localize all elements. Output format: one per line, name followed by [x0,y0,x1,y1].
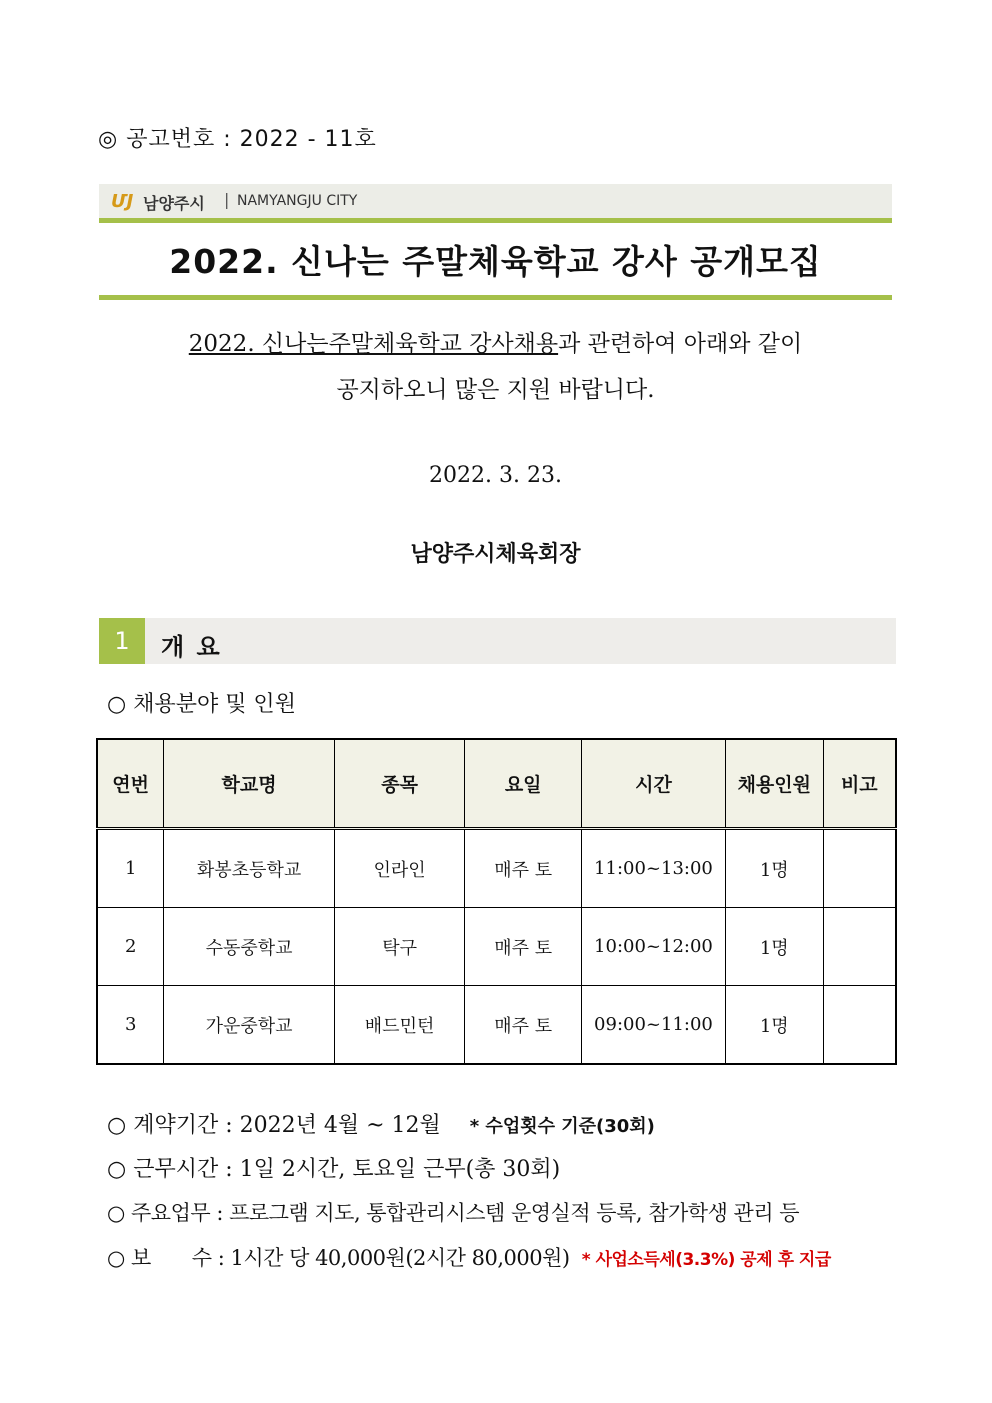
cell-school: 화봉초등학교 [164,829,334,908]
intro-line-1 [99,325,892,358]
contract-period-item [107,1108,655,1139]
cell-remarks [823,908,896,986]
cell-day: 매주 토 [465,908,582,986]
issuing-organization: 남양주시체육회장 [410,542,581,567]
intro-rest: 과 관련하여 아래와 같이 [558,331,803,357]
intro-line-2: 공지하오니 많은 지원 바랍니다. [336,377,655,403]
notice-date: 2022. 3. 23. [429,463,562,488]
cell-remarks [823,986,896,1065]
table-row [97,908,896,986]
city-logo-icon: ՄJ [111,191,134,212]
title-bottom-divider [99,295,892,300]
notice-number: ◎ 공고번호 : 2022 - 11호 [98,127,377,152]
pay-item [107,1242,831,1272]
cell-time: 11:00~13:00 [582,829,726,908]
contract-period-text: ○ 계약기간 : 2022년 4월 ~ 12월 [107,1113,441,1138]
cell-headcount: 1명 [725,829,823,908]
city-name-korean: 남양주시 [143,194,205,213]
cell-sport: 인라인 [334,829,465,908]
table-row [97,986,896,1065]
cell-time: 10:00~12:00 [582,908,726,986]
cell-no: 3 [97,986,164,1065]
section-header [99,618,896,664]
logo-separator: | [224,190,230,209]
cell-headcount: 1명 [725,986,823,1065]
cell-no: 2 [97,908,164,986]
cell-no: 1 [97,829,164,908]
section-title: 개 요 [161,633,222,661]
cell-day: 매주 토 [465,986,582,1065]
section-number: 1 [99,618,145,664]
city-name-english: NAMYANGJU CITY [237,193,358,209]
header-school: 학교명 [164,739,334,829]
cell-remarks [823,829,896,908]
recruitment-subheading: ○ 채용분야 및 인원 [107,692,296,717]
cell-school: 수동중학교 [164,908,334,986]
header-remarks: 비고 [823,739,896,829]
cell-sport: 탁구 [334,908,465,986]
header-time: 시간 [582,739,726,829]
recruitment-table [96,738,897,1065]
table-row [97,829,896,908]
title-top-divider [99,218,892,223]
document-title: 2022. 신나는 주말체육학교 강사 공개모집 [169,242,822,281]
cell-time: 09:00~11:00 [582,986,726,1065]
main-duties-item: ○ 주요업무 : 프로그램 지도, 통합관리시스템 운영실적 등록, 참가학생 관리 등 [107,1201,800,1225]
work-hours-item: ○ 근무시간 : 1일 2시간, 토요일 근무(총 30회) [107,1157,561,1182]
cell-school: 가운중학교 [164,986,334,1065]
header-sport: 종목 [334,739,465,829]
intro-underlined: 2022. 신나는주말체육학교 강사채용 [188,331,559,357]
pay-text: ○ 보 수 : 1시간 당 40,000원(2시간 80,000원) [107,1246,570,1270]
cell-headcount: 1명 [725,908,823,986]
pay-tax-note: * 사업소득세(3.3%) 공제 후 지급 [581,1250,831,1270]
header-no: 연번 [97,739,164,829]
cell-day: 매주 토 [465,829,582,908]
cell-sport: 배드민턴 [334,986,465,1065]
header-day: 요일 [465,739,582,829]
city-logo-bar [99,184,892,218]
contract-note: * 수업횟수 기준(30회) [469,1116,655,1137]
header-headcount: 채용인원 [725,739,823,829]
table-header-row [97,739,896,829]
